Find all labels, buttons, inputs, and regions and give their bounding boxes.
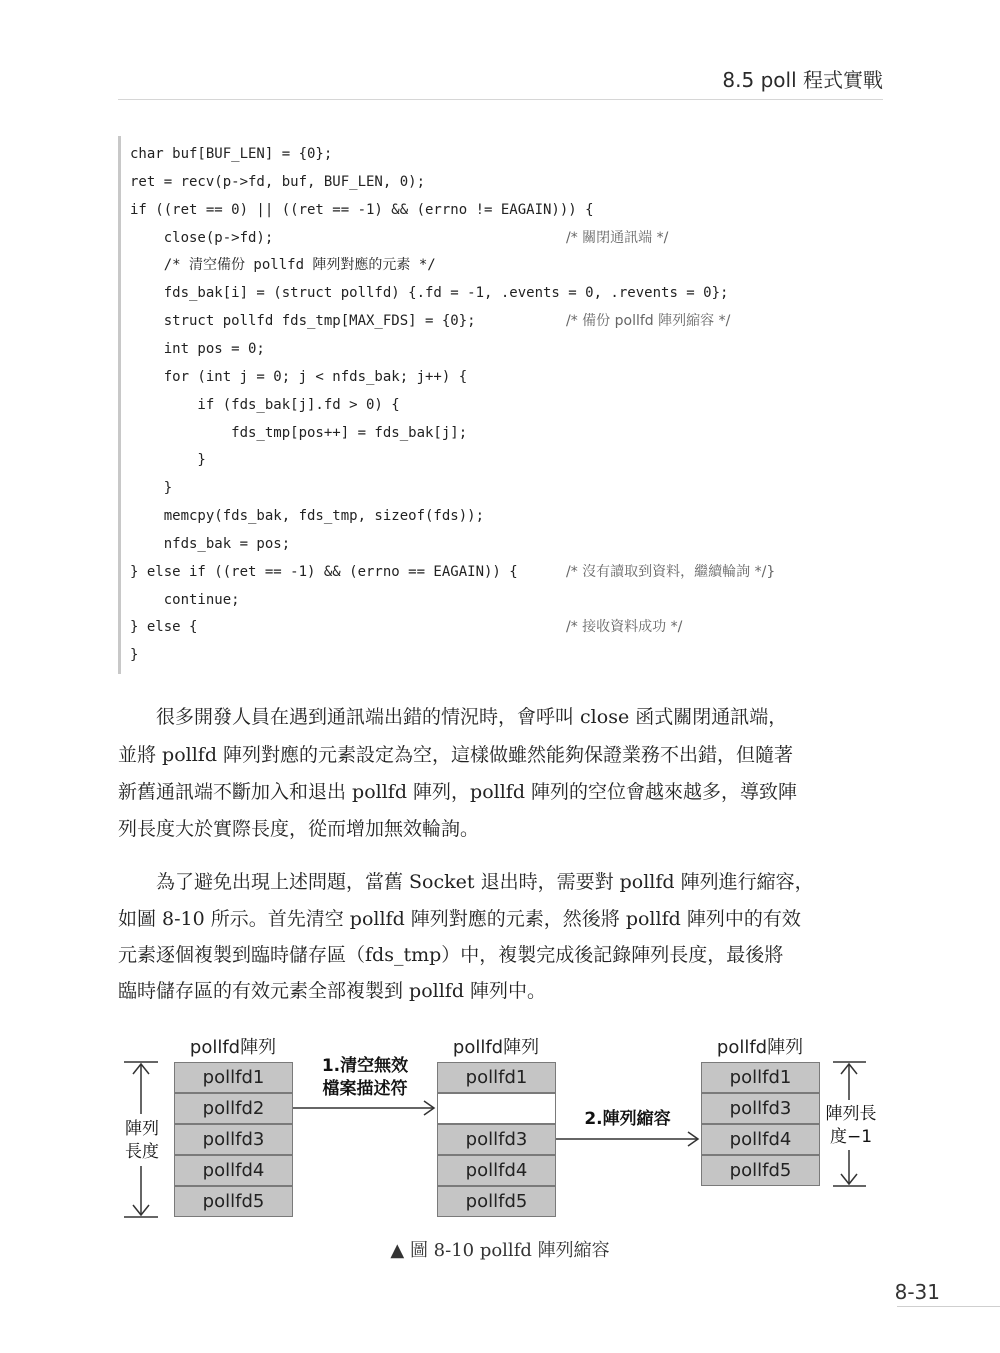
step2-label: 2.陣列縮容 (584, 1109, 671, 1129)
code-line: memcpy(fds_bak, fds_tmp, sizeof(fds)); (130, 508, 485, 525)
step1-label-line1: 1.清空無效 (321, 1056, 409, 1076)
page-number-rule (897, 1306, 1000, 1307)
code-comment: /* 關閉通訊端 */ (566, 229, 669, 246)
right-length-label-line1: 陣列長 (825, 1104, 877, 1124)
code-line: fds_bak[i] = (struct pollfd) {.fd = -1, .events = 0, .revents = 0}; (130, 285, 729, 302)
left-length-label-line1: 陣列 (125, 1119, 159, 1139)
middle-array-cell: pollfd5 (437, 1186, 556, 1217)
right-array-cell: pollfd5 (701, 1155, 820, 1186)
code-line: fds_tmp[pos++] = fds_bak[j]; (130, 424, 468, 441)
paragraph-line: 臨時儲存區的有效元素全部複製到 pollfd 陣列中。 (118, 980, 547, 1002)
middle-array-cell: pollfd4 (437, 1155, 556, 1186)
left-array-cell: pollfd4 (174, 1155, 293, 1186)
code-line: int pos = 0; (130, 340, 265, 357)
code-line: char buf[BUF_LEN] = {0}; (130, 146, 333, 162)
code-line: /* 清空備份 pollfd 陣列對應的元素 */ (130, 257, 436, 274)
page-number: 8-31 (894, 1280, 940, 1304)
paragraph-line: 新舊通訊端不斷加入和退出 pollfd 陣列，pollfd 陣列的空位會越來越多，導致陣 (118, 781, 798, 803)
middle-array-cell: pollfd1 (437, 1062, 556, 1093)
code-line: if (fds_bak[j].fd > 0) { (130, 396, 400, 413)
right-length-label-line2: 度−1 (829, 1127, 873, 1147)
code-comment: /* 沒有讀取到資料，繼續輪詢 */} (566, 563, 776, 580)
code-line: for (int j = 0; j < nfds_bak; j++) { (130, 368, 468, 385)
paragraph-line: 如圖 8-10 所示。首先清空 pollfd 陣列對應的元素，然後將 pollfd 陣列中的有效 (118, 908, 801, 930)
code-line: } (130, 452, 206, 469)
right-array-title: pollfd陣列 (716, 1037, 804, 1058)
left-array-cell: pollfd3 (174, 1124, 293, 1155)
running-header: 8.5 poll 程式實戰 (722, 68, 883, 92)
left-array-cell: pollfd5 (174, 1186, 293, 1217)
code-line: close(p->fd); (130, 229, 274, 246)
middle-array-title: pollfd陣列 (452, 1037, 540, 1058)
left-array-cell: pollfd2 (174, 1093, 293, 1124)
right-array-cell: pollfd3 (701, 1093, 820, 1124)
code-line: } else if ((ret == -1) && (errno == EAGAIN)) { (130, 563, 518, 580)
code-comment: /* 備份 pollfd 陣列縮容 */ (566, 313, 731, 330)
code-line: continue; (130, 591, 240, 608)
middle-array-cell: pollfd3 (437, 1124, 556, 1155)
paragraph-line: 列長度大於實際長度，從而增加無效輪詢。 (118, 818, 480, 840)
paragraph-line: 為了避免出現上述問題，當舊 Socket 退出時，需要對 pollfd 陣列進行縮容， (118, 871, 814, 893)
code-line: nfds_bak = pos; (130, 535, 291, 552)
paragraph-line: 元素逐個複製到臨時儲存區（fds_tmp）中，複製完成後記錄陣列長度，最後將 (118, 944, 784, 966)
left-array-title: pollfd陣列 (189, 1037, 277, 1058)
left-array-cell: pollfd1 (174, 1062, 293, 1093)
code-line: ret = recv(p->fd, buf, BUF_LEN, 0); (130, 173, 426, 190)
code-comment: /* 接收資料成功 */ (566, 619, 683, 636)
left-length-label-line2: 長度 (125, 1142, 159, 1162)
paragraph-line: 很多開發人員在遇到通訊端出錯的情況時，會呼叫 close 函式關閉通訊端， (118, 706, 788, 728)
right-array-cell: pollfd1 (701, 1062, 820, 1093)
code-line: } (130, 480, 173, 497)
code-line: } else { (130, 619, 198, 636)
code-line: } (130, 647, 139, 664)
paragraph-line: 並將 pollfd 陣列對應的元素設定為空，這樣做雖然能夠保證業務不出錯，但隨著 (118, 744, 794, 766)
right-array-cell: pollfd4 (701, 1124, 820, 1155)
code-line: if ((ret == 0) || ((ret == -1) && (errno != EAGAIN))) { (130, 201, 594, 218)
step1-label-line2: 檔案描述符 (322, 1079, 408, 1099)
code-line: struct pollfd fds_tmp[MAX_FDS] = {0}; (130, 313, 476, 330)
figure-caption: ▲ 圖 8-10 pollfd 陣列縮容 (390, 1240, 610, 1261)
